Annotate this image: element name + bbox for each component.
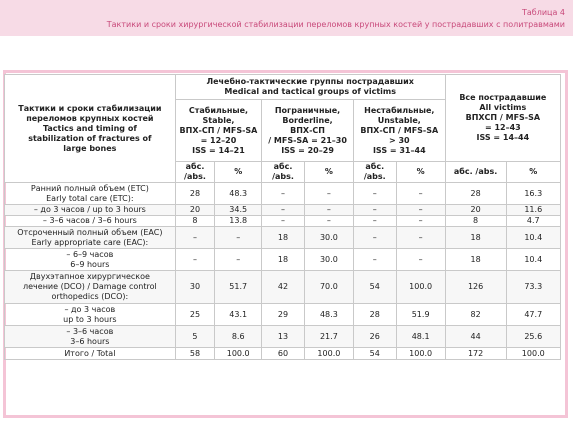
percent-value-cell: 100.0 — [506, 348, 561, 360]
percent-value-cell: 10.4 — [506, 249, 561, 271]
percent-value-cell: 51.7 — [215, 271, 262, 304]
table-row — [5, 205, 561, 216]
percent-value-cell: – — [304, 216, 353, 227]
row-label — [5, 183, 176, 205]
row-label-line: Итого / Total — [64, 348, 116, 358]
header-line: Medical and tactical groups of victims — [224, 87, 396, 96]
abs-value-cell: 172 — [445, 348, 506, 360]
abs-value-cell: – — [353, 249, 396, 271]
abs-value-cell: – — [353, 205, 396, 216]
header-line: ISS = 14–44 — [476, 133, 530, 142]
percent-value-cell: 70.0 — [304, 271, 353, 304]
percent-value-cell: 47.7 — [506, 304, 561, 326]
row-label-line: up to 3 hours — [63, 314, 117, 324]
abs-value-cell: 28 — [445, 183, 506, 205]
row-label-line: лечение (DCO) / Damage control — [23, 282, 157, 291]
percent-column-header: % — [304, 162, 353, 183]
percent-column-header: % — [506, 162, 561, 183]
percent-value-cell: 48.3 — [215, 183, 262, 205]
row-label-line: – до 3 часов / up to 3 hours — [33, 205, 146, 214]
header-line: Borderline, — [282, 115, 333, 125]
header-line: Stable, — [202, 115, 235, 125]
abs-value-cell: 26 — [353, 326, 396, 348]
row-label-line: 3–6 hours — [70, 336, 110, 346]
percent-value-cell: 21.7 — [304, 326, 353, 348]
header-line: ISS = 20–29 — [281, 145, 334, 155]
row-label — [5, 205, 176, 216]
abs-value-cell: – — [262, 216, 305, 227]
header-line: Все пострадавшие — [459, 93, 547, 102]
header-line: Тактики и сроки стабилизации — [18, 103, 162, 113]
abs-value-cell: 8 — [175, 216, 214, 227]
stable-group-header — [175, 100, 261, 162]
percent-value-cell: 8.6 — [215, 326, 262, 348]
abs-value-cell: 30 — [175, 271, 214, 304]
abs-value-cell: 126 — [445, 271, 506, 304]
row-label-line: 6–9 hours — [70, 259, 110, 269]
table-number: Таблица 4 — [521, 8, 565, 17]
percent-value-cell: 30.0 — [304, 249, 353, 271]
table-title: Тактики и сроки хирургической стабилизации переломов крупных костей у пострадавших с политравмами — [106, 20, 565, 29]
abs-column-header: абс. /abs. — [262, 162, 305, 183]
header-line: ISS = 14–21 — [192, 145, 245, 155]
header-line: Нестабильные, — [364, 105, 435, 115]
header-line: ВПХСП / MFS-SA — [465, 113, 541, 122]
row-label-line: orthopedics (DCO): — [51, 292, 129, 301]
row-label-line: Ранний полный объем (ETC) — [30, 183, 149, 193]
header-line: переломов крупных костей — [26, 113, 154, 123]
abs-value-cell: 82 — [445, 304, 506, 326]
row-label — [5, 271, 176, 304]
row-label-line: Early appropriate care (EAC): — [31, 237, 149, 247]
abs-value-cell: 20 — [445, 205, 506, 216]
header-line: large bones — [63, 143, 117, 153]
percent-value-cell: 100.0 — [396, 271, 445, 304]
abs-value-cell: 54 — [353, 348, 396, 360]
header-line: ISS = 31–44 — [372, 145, 426, 155]
all-victims-header — [445, 75, 560, 162]
percent-value-cell: – — [396, 249, 445, 271]
abs-value-cell: – — [175, 249, 214, 271]
header-line: Пограничные, — [274, 105, 341, 115]
abs-value-cell: 58 — [175, 348, 214, 360]
row-label — [5, 326, 176, 348]
groups-header — [175, 75, 445, 100]
abs-value-cell: 28 — [175, 183, 214, 205]
table-row — [5, 227, 561, 249]
percent-value-cell: – — [396, 183, 445, 205]
percent-value-cell: 51.9 — [396, 304, 445, 326]
percent-value-cell: 73.3 — [506, 271, 561, 304]
percent-value-cell: 34.5 — [215, 205, 262, 216]
abs-value-cell: – — [353, 183, 396, 205]
abs-value-cell: 8 — [445, 216, 506, 227]
abs-value-cell: – — [175, 227, 214, 249]
header-line: > 30 — [388, 135, 410, 145]
percent-value-cell: – — [215, 227, 262, 249]
abs-value-cell: – — [353, 216, 396, 227]
abs-value-cell: 29 — [262, 304, 305, 326]
percent-column-header: % — [215, 162, 262, 183]
abs-value-cell: – — [262, 205, 305, 216]
percent-value-cell: 43.1 — [215, 304, 262, 326]
row-label-line: Early total care (ETC): — [46, 193, 134, 203]
row-label — [5, 304, 176, 326]
row-label-line: Отсроченный полный объем (EAC) — [17, 227, 163, 237]
table-row — [5, 183, 561, 205]
abs-column-header: абс. /abs. — [353, 162, 396, 183]
header-line: Лечебно-тактические группы пострадавших — [206, 77, 414, 86]
row-label-line: Двухэтапное хирургическое — [29, 272, 150, 281]
row-label-line: – 6–9 часов — [66, 249, 114, 259]
percent-value-cell: – — [215, 249, 262, 271]
percent-value-cell: 100.0 — [396, 348, 445, 360]
percent-value-cell: 48.1 — [396, 326, 445, 348]
header-line: Стабильные, — [188, 105, 249, 115]
percent-value-cell: – — [304, 183, 353, 205]
abs-value-cell: 54 — [353, 271, 396, 304]
percent-value-cell: – — [396, 205, 445, 216]
table-row — [5, 348, 561, 360]
percent-value-cell: 30.0 — [304, 227, 353, 249]
abs-value-cell: 18 — [262, 227, 305, 249]
header-line: Tactics and timing of — [42, 123, 137, 133]
abs-column-header: абс. /abs. — [175, 162, 214, 183]
abs-value-cell: 5 — [175, 326, 214, 348]
header-line: stabilization of fractures of — [28, 133, 152, 143]
header-line: All victims — [479, 103, 527, 112]
abs-value-cell: 18 — [262, 249, 305, 271]
abs-column-header: абс. /abs. — [445, 162, 506, 183]
header-line: = 12–20 — [200, 135, 237, 145]
table-caption — [0, 0, 573, 36]
table-row — [5, 216, 561, 227]
header-line: ВПХ-СП / MFS-SA — [360, 125, 439, 135]
borderline-group-header — [262, 100, 354, 162]
header-line: / MFS-SA = 21–30 — [268, 135, 347, 145]
abs-value-cell: 18 — [445, 249, 506, 271]
unstable-group-header — [353, 100, 445, 162]
row-label — [5, 216, 176, 227]
abs-value-cell: 18 — [445, 227, 506, 249]
table-row — [5, 271, 561, 304]
abs-value-cell: 28 — [353, 304, 396, 326]
percent-value-cell: 25.6 — [506, 326, 561, 348]
percent-value-cell: 10.4 — [506, 227, 561, 249]
table-row — [5, 249, 561, 271]
table-row — [5, 304, 561, 326]
header-line: ВПХ-СП / MFS-SA — [179, 125, 258, 135]
row-label — [5, 348, 176, 360]
abs-value-cell: 42 — [262, 271, 305, 304]
table-row — [5, 326, 561, 348]
abs-value-cell: 13 — [262, 326, 305, 348]
percent-value-cell: 4.7 — [506, 216, 561, 227]
row-label-line: – до 3 часов — [64, 304, 116, 314]
percent-value-cell: 100.0 — [304, 348, 353, 360]
abs-value-cell: 60 — [262, 348, 305, 360]
row-label-line: – 3–6 часов — [66, 326, 114, 336]
row-label — [5, 249, 176, 271]
abs-value-cell: – — [262, 183, 305, 205]
percent-value-cell: – — [396, 227, 445, 249]
percent-value-cell: – — [304, 205, 353, 216]
header-line: ВПХ-СП — [290, 125, 325, 135]
abs-value-cell: 44 — [445, 326, 506, 348]
percent-value-cell: 48.3 — [304, 304, 353, 326]
row-label — [5, 227, 176, 249]
header-line: = 12–43 — [484, 123, 521, 132]
fracture-stabilization-table — [4, 74, 561, 360]
header-line: Unstable, — [377, 115, 421, 125]
percent-value-cell: 13.8 — [215, 216, 262, 227]
percent-column-header: % — [396, 162, 445, 183]
percent-value-cell: 100.0 — [215, 348, 262, 360]
percent-value-cell: 11.6 — [506, 205, 561, 216]
stub-header — [5, 75, 176, 183]
percent-value-cell: – — [396, 216, 445, 227]
abs-value-cell: – — [353, 227, 396, 249]
row-label-line: – 3–6 часов / 3–6 hours — [42, 216, 137, 225]
abs-value-cell: 20 — [175, 205, 214, 216]
percent-value-cell: 16.3 — [506, 183, 561, 205]
abs-value-cell: 25 — [175, 304, 214, 326]
